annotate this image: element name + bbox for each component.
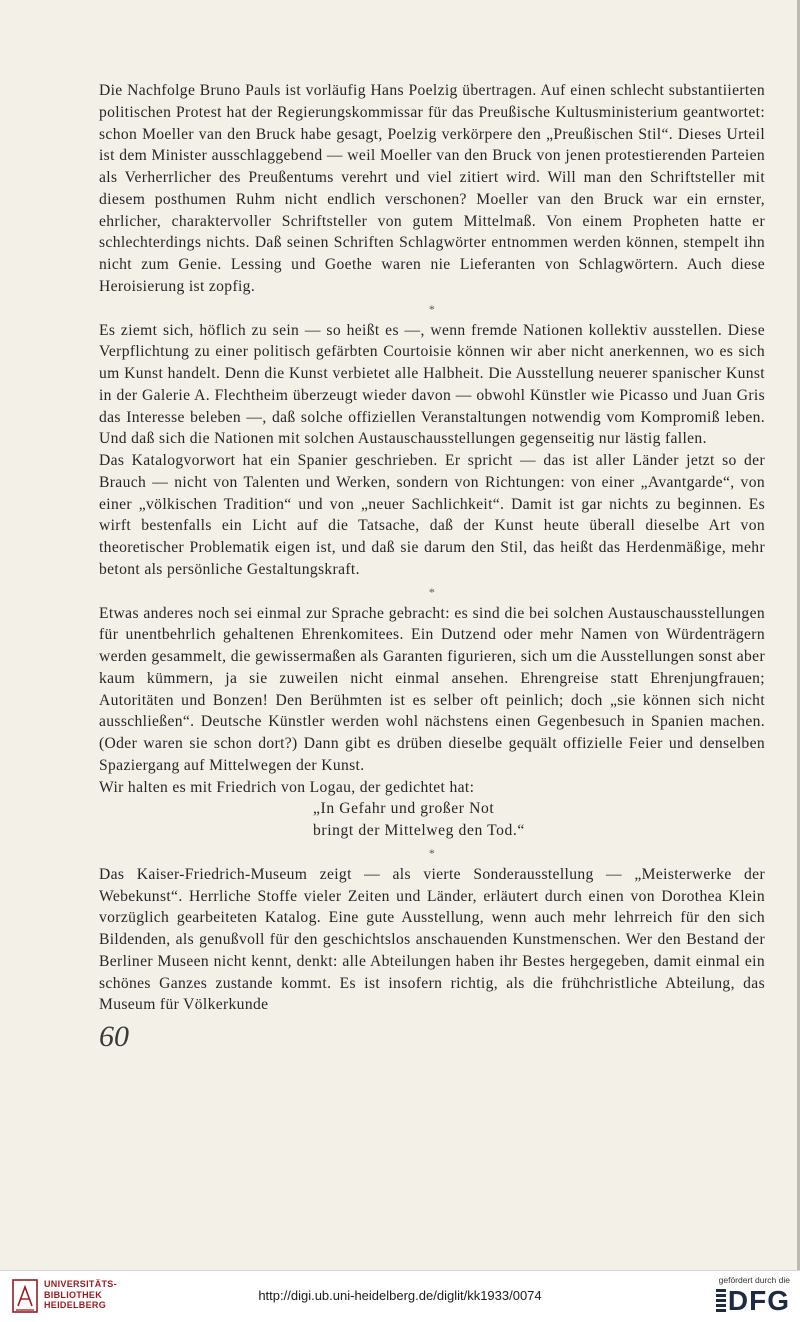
institution-line: BIBLIOTHEK <box>44 1289 102 1300</box>
permalink-url[interactable]: http://digi.ub.uni-heidelberg.de/diglit/kk1933/0074 <box>258 1288 542 1303</box>
paragraph-honor-committees: Etwas anderes noch sei einmal zur Sprache gebracht: es sind die bei solchen Austauschausstellungen für unentbehrlich gehaltenen Ehrenkomitees. Ein Dutzend oder mehr Namen von Würdenträgern werden gesammelt, die gewissermaßen als Garanten figurieren, sich um die Ausstellungen sonst aber kaum kümmern, ja sie zuweilen nicht einmal ansehen. Ehrengreise statt Ehrenjungfrauen; Autoritäten und Bonzen! Den Berühmten ist es selber oft peinlich; doch „sie können sich nicht ausschließen“. Deutsche Künstler werden wohl nächstens einen Gegenbesuch in Spanien machen. (Oder waren sie schon dort?) Dann gibt es drüben dieselbe gequält offizielle Feier und denselben Spaziergang auf Mittelwegen der Kunst. <box>99 604 765 774</box>
article-text <box>99 80 765 1016</box>
verse-line: bringt der Mittelweg den Tod.“ <box>313 822 525 839</box>
dfg-logo[interactable] <box>716 1286 790 1316</box>
dfg-logo-text: DFG <box>727 1285 790 1316</box>
viewer-footer <box>0 1270 800 1322</box>
paragraph-kaiser-friedrich-museum: Das Kaiser-Friedrich-Museum zeigt — als vierte Sonderausstellung — „Meisterwerke der Webekunst“. Herrliche Stoffe vieler Zeiten und Länder, erläutert durch einen von Dorothea Klein vorzüglich gearbeiteten Katalog. Eine gute Ausstellung, wenn auch mehr lehrreich für den sich Bildenden, als genußvoll für den geschichtslos anschauenden Kunstmenschen. Wer den Bestand der Berliner Museen nicht kennt, denkt: alle Abteilungen haben ihr Bestes hergegeben, damit einmal ein schönes Ganzes zustande kommt. Es ist insofern richtig, als die frühchristliche Abteilung, das Museum für Völkerkunde <box>99 865 765 1014</box>
page-number: 60 <box>99 1020 129 1053</box>
paragraph-poelzig: Die Nachfolge Bruno Pauls ist vorläufig Hans Poelzig übertragen. Auf einen schlecht substantiierten politischen Protest hat der Regierungskommissar für das Preußische Kultusministerium geantwortet: schon Moeller van den Bruck habe gesagt, Poelzig verkörpere den „Preußischen Stil“. Dieses Urteil ist dem Minister ausschlaggebend — weil Moeller van den Bruck von jenen protestierenden Parteien als Verherrlicher des Preußentums verehrt und viel zitiert wird. Will man den Schriftsteller mit diesem posthumen Ruhm nicht endlich verschonen? Moeller van den Bruck war ein ernster, ehrlicher, charaktervoller Schriftsteller von gutem Mittelmaß. Von einem Propheten hatte er schlechterdings nichts. Daß seinen Schriften Schlagwörter entnommen werden können, stempelt ihn nicht zum Genie. Lessing und Goethe waren nie Lieferanten von Schlagwörtern. Auch diese Heroisierung ist zopfig. <box>99 82 765 295</box>
paragraph-catalog-foreword: Das Katalogvorwort hat ein Spanier geschrieben. Er spricht — das ist aller Länder jetzt so der Brauch — nicht von Talenten und Werken, sondern von Richtungen: von einer „Avantgarde“, von einer „völkischen Tradition“ und von „neuer Sachlichkeit“. Damit ist gar nichts zu beginnen. Es wirft bestenfalls ein Licht auf die Tatsache, daß der Kunst heute überall dieselbe Art von theoretischer Problematik eigen ist, und daß sie darum den Stil, das heißt das Herdenmäßige, mehr betont als persönliche Gestaltungskraft. <box>99 452 765 578</box>
section-separator: * <box>428 584 436 599</box>
institution-line: HEIDELBERG <box>44 1300 107 1310</box>
funder-block[interactable] <box>698 1275 790 1317</box>
section-separator: * <box>428 301 436 316</box>
paragraph-spanish-exhibition: Es ziemt sich, höflich zu sein — so heißt es —, wenn fremde Nationen kollektiv ausstellen. Diese Verpflichtung zu einer politisch gefärbten Courtoisie können wir aber nicht anerkennen, wo es sich um Kunst handelt. Denn die Kunst verbietet alle Halbheit. Die Ausstellung neuerer spanischer Kunst in der Galerie A. Flechtheim überzeugt wieder davon — obwohl Künstler wie Picasso und Juan Gris das Interesse beleben —, daß solche offiziellen Veranstaltungen notwendig vom Kompromiß leben. Und daß sich die Nationen mit solchen Austauschausstellungen gegenseitig nur lästig fallen. <box>99 321 765 448</box>
section-separator: * <box>428 845 436 860</box>
verse-line: „In Gefahr und großer Not <box>313 800 495 818</box>
funded-by-label: gefördert durch die <box>718 1275 790 1285</box>
institution-line: UNIVERSITÄTS- <box>44 1279 117 1289</box>
paragraph-logau: Wir halten es mit Friedrich von Logau, der gedichtet hat: <box>99 778 475 796</box>
dfg-stripes-icon <box>716 1289 726 1313</box>
